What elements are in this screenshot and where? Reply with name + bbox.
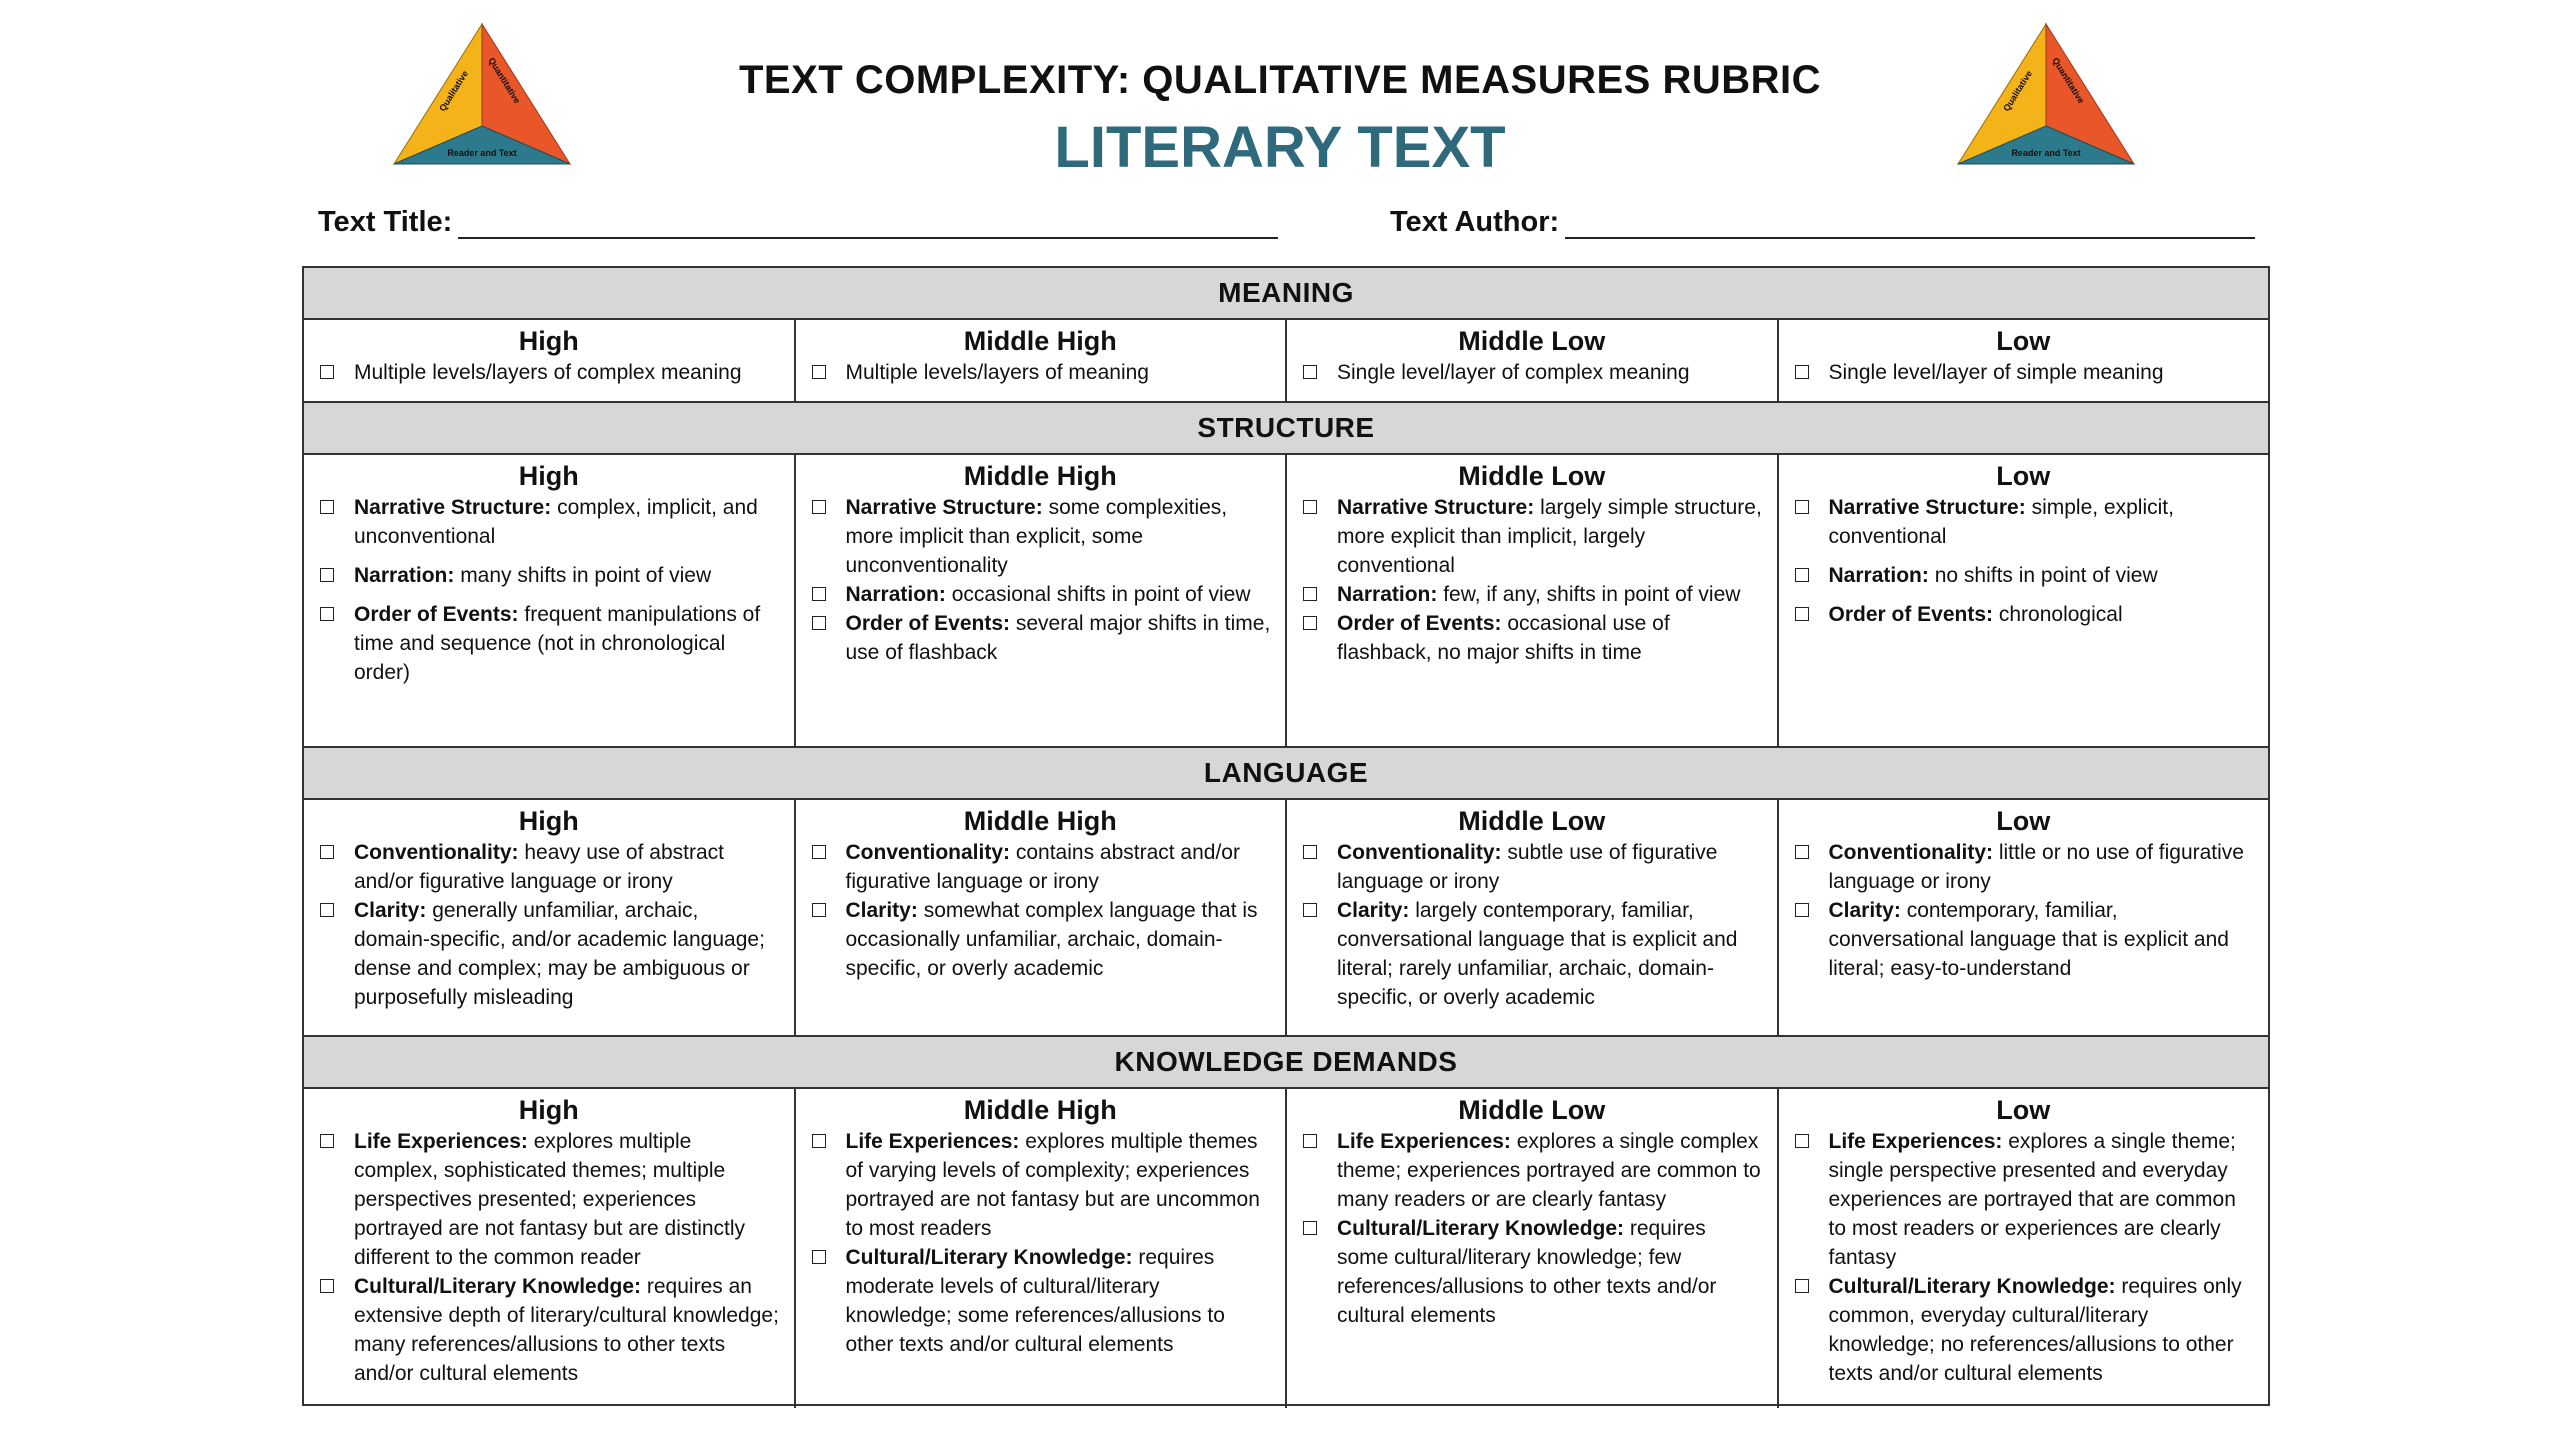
text-author-label: Text Author: [1390, 206, 1560, 238]
text-author-field [1390, 206, 2255, 239]
criteria-text [354, 561, 780, 590]
criteria-item [810, 896, 1272, 983]
checkbox[interactable] [1795, 1134, 1809, 1148]
logo-label-left: Qualitative [2001, 68, 2035, 114]
checkbox[interactable] [320, 1279, 334, 1293]
criteria-item [1301, 609, 1763, 667]
checkbox[interactable] [1795, 500, 1809, 514]
criteria-item [810, 580, 1272, 609]
level-heading: High [518, 1095, 579, 1125]
level-heading: Middle High [963, 1095, 1117, 1125]
checkbox[interactable] [812, 500, 826, 514]
logo-label-bottom: Reader and Text [2011, 148, 2081, 158]
criteria-text [846, 580, 1272, 609]
level-heading: High [518, 806, 579, 836]
rubric-cell-middle-low [1287, 800, 1779, 1035]
criteria-label: Narrative Structure: [1828, 496, 2026, 519]
criteria-text [846, 1127, 1272, 1243]
criteria-text [1337, 1214, 1763, 1330]
criteria-item [1301, 358, 1763, 387]
criteria-description: few, if any, shifts in point of view [1437, 583, 1741, 606]
criteria-label: Life Experiences: [845, 1130, 1020, 1153]
level-heading: Low [1996, 806, 2051, 836]
criteria-description: occasional use of flashback, no major shifts in time [1337, 612, 1670, 664]
criteria-item [318, 600, 780, 687]
rubric-cell-middle-high [796, 800, 1288, 1035]
criteria-description: requires an extensive depth of literary/cultural knowledge; many references/allusions to other texts and/or cultural elements [354, 1275, 779, 1385]
criteria-text [1829, 493, 2255, 551]
rubric-cell-high [304, 455, 796, 746]
criteria-label: Order of Events: [1828, 603, 1994, 626]
criteria-item [1793, 1272, 2255, 1388]
criteria-label: Order of Events: [845, 612, 1011, 635]
criteria-label: Cultural/Literary Knowledge: [845, 1246, 1133, 1269]
criteria-label: Life Experiences: [1337, 1130, 1511, 1153]
criteria-item [810, 1127, 1272, 1243]
criteria-label: Order of Events: [1337, 612, 1502, 635]
logo-label-bottom: Reader and Text [447, 148, 517, 158]
criteria-text [1337, 838, 1763, 896]
checkbox[interactable] [320, 845, 334, 859]
checkbox[interactable] [1795, 845, 1809, 859]
criteria-description: some complexities, more implicit than explicit, some unconventionality [845, 496, 1228, 577]
criteria-description: somewhat complex language that is occasionally unfamiliar, archaic, domain-specific, or overly academic [845, 899, 1258, 980]
page-subtitle: LITERARY TEXT [1054, 115, 1506, 180]
criteria-label: Cultural/Literary Knowledge: [1337, 1217, 1625, 1240]
level-heading: Low [1996, 461, 2051, 491]
section-body [304, 800, 2268, 1037]
criteria-label: Order of Events: [354, 603, 519, 626]
criteria-item [318, 561, 780, 590]
criteria-item [1301, 580, 1763, 609]
criteria-label: Life Experiences: [354, 1130, 528, 1153]
checkbox[interactable] [1795, 607, 1809, 621]
checkbox[interactable] [1303, 587, 1317, 601]
criteria-text [846, 609, 1272, 667]
criteria-label: Conventionality: [354, 841, 519, 864]
level-heading: Middle High [963, 461, 1117, 491]
section-header: MEANING [304, 268, 2268, 320]
criteria-description: occasional shifts in point of view [945, 583, 1251, 606]
section-header: LANGUAGE [304, 748, 2268, 800]
section-knowledge-demands [304, 1037, 2268, 1408]
section-language [304, 748, 2268, 1037]
criteria-description: explores a single complex theme; experiences portrayed are common to many readers or are clearly fantasy [1337, 1130, 1761, 1211]
checkbox[interactable] [1303, 500, 1317, 514]
criteria-description: largely simple structure, more explicit than implicit, largely conventional [1337, 496, 1762, 577]
criteria-label: Clarity: [845, 899, 918, 922]
logo-label-right: Quantitative [2050, 55, 2087, 106]
criteria-description: Multiple levels/layers of meaning [845, 361, 1149, 384]
rubric-cell-middle-low [1287, 455, 1779, 746]
criteria-description: Single level/layer of complex meaning [1337, 361, 1690, 384]
section-body [304, 1089, 2268, 1408]
rubric-cell-high [304, 320, 796, 401]
criteria-description: explores multiple complex, sophisticated themes; multiple perspectives presented; experiences portrayed are not fantasy but are distinctly different to the common reader [354, 1130, 746, 1269]
rubric-cell-low [1779, 800, 2269, 1035]
criteria-text [846, 358, 1272, 387]
criteria-description: subtle use of figurative language or irony [1337, 841, 1718, 893]
criteria-description: no shifts in point of view [1928, 564, 2158, 587]
criteria-item [810, 493, 1272, 580]
criteria-item [810, 1243, 1272, 1359]
criteria-description: chronological [1993, 603, 2123, 626]
criteria-text [354, 1127, 780, 1272]
level-heading: Middle Low [1458, 806, 1606, 836]
criteria-description: complex, implicit, and unconventional [354, 496, 758, 548]
criteria-item [810, 358, 1272, 387]
criteria-item [318, 1272, 780, 1388]
criteria-description: Single level/layer of simple meaning [1828, 361, 2164, 384]
criteria-description: generally unfamiliar, archaic, domain-specific, and/or academic language; dense and complex; may be ambiguous or purposefully misleading [354, 899, 765, 1009]
checkbox[interactable] [812, 1250, 826, 1264]
criteria-description: simple, explicit, conventional [1828, 496, 2174, 548]
criteria-text [354, 358, 780, 387]
criteria-text [846, 838, 1272, 896]
checkbox[interactable] [812, 903, 826, 917]
criteria-text [1337, 896, 1763, 1012]
text-author-blank-line [1565, 207, 2255, 239]
checkbox[interactable] [320, 607, 334, 621]
criteria-item [1301, 838, 1763, 896]
criteria-item [318, 1127, 780, 1272]
criteria-label: Clarity: [354, 899, 427, 922]
criteria-text [1337, 580, 1763, 609]
criteria-description: little or no use of figurative language or irony [1828, 841, 2244, 893]
checkbox[interactable] [320, 500, 334, 514]
level-heading: Middle Low [1458, 326, 1606, 356]
level-heading: High [518, 461, 579, 491]
criteria-label: Narration: [1828, 564, 1929, 587]
criteria-text [354, 600, 780, 687]
logo-label-right: Quantitative [486, 55, 523, 106]
criteria-item [318, 358, 780, 387]
criteria-label: Clarity: [1828, 899, 1901, 922]
criteria-description: requires moderate levels of cultural/literary knowledge; some references/allusions to other texts and/or cultural elements [845, 1246, 1225, 1356]
criteria-text [1337, 1127, 1763, 1214]
criteria-description: requires only common, everyday cultural/literary knowledge; no references/allusions to other texts and/or cultural elements [1828, 1275, 2242, 1385]
criteria-text [354, 838, 780, 896]
criteria-text [846, 896, 1272, 983]
rubric-table [302, 266, 2270, 1406]
criteria-item [318, 493, 780, 551]
criteria-label: Narration: [845, 583, 946, 606]
rubric-cell-middle-low [1287, 1089, 1779, 1408]
criteria-label: Narrative Structure: [1337, 496, 1535, 519]
criteria-description: frequent manipulations of time and sequence (not in chronological order) [354, 603, 761, 684]
checkbox[interactable] [1795, 365, 1809, 379]
rubric-cell-low [1779, 1089, 2269, 1408]
checkbox[interactable] [812, 616, 826, 630]
rubric-cell-low [1779, 320, 2269, 401]
criteria-text [1337, 358, 1763, 387]
criteria-text [1337, 609, 1763, 667]
criteria-description: contemporary, familiar, conversational language that is explicit and literal; easy-to-understand [1828, 899, 2229, 980]
section-body [304, 455, 2268, 748]
criteria-text [1829, 1272, 2255, 1388]
rubric-cell-middle-low [1287, 320, 1779, 401]
criteria-label: Clarity: [1337, 899, 1410, 922]
checkbox[interactable] [1303, 903, 1317, 917]
rubric-cell-middle-high [796, 455, 1288, 746]
criteria-text [354, 896, 780, 1012]
criteria-item [318, 896, 780, 1012]
level-heading: Low [1996, 1095, 2051, 1125]
criteria-description: explores a single theme; single perspective presented and everyday experiences are portrayed that are common to most readers or experiences are clearly fantasy [1828, 1130, 2236, 1269]
criteria-description: several major shifts in time, use of flashback [845, 612, 1271, 664]
criteria-label: Narrative Structure: [354, 496, 552, 519]
checkbox[interactable] [812, 1134, 826, 1148]
checkbox[interactable] [1795, 903, 1809, 917]
checkbox[interactable] [320, 903, 334, 917]
criteria-text [354, 1272, 780, 1388]
criteria-item [1301, 896, 1763, 1012]
criteria-item [1793, 561, 2255, 590]
section-meaning [304, 268, 2268, 403]
criteria-text [1829, 1127, 2255, 1272]
criteria-text [1337, 493, 1763, 580]
criteria-text [1829, 561, 2255, 590]
criteria-item [1793, 493, 2255, 551]
criteria-text [846, 1243, 1272, 1359]
rubric-cell-low [1779, 455, 2269, 746]
checkbox[interactable] [1795, 1279, 1809, 1293]
checkbox[interactable] [812, 587, 826, 601]
criteria-description: contains abstract and/or figurative language or irony [845, 841, 1240, 893]
criteria-text [354, 493, 780, 551]
level-heading: Middle High [963, 806, 1117, 836]
checkbox[interactable] [320, 1134, 334, 1148]
criteria-item [1793, 896, 2255, 983]
rubric-cell-high [304, 800, 796, 1035]
criteria-label: Conventionality: [1828, 841, 1994, 864]
level-heading: High [518, 326, 579, 356]
section-header: KNOWLEDGE DEMANDS [304, 1037, 2268, 1089]
criteria-description: largely contemporary, familiar, conversational language that is explicit and literal; rarely unfamiliar, archaic, domain-specific, or overly academic [1337, 899, 1738, 1009]
checkbox[interactable] [1303, 365, 1317, 379]
rubric-cell-middle-high [796, 1089, 1288, 1408]
rubric-cell-high [304, 1089, 796, 1408]
criteria-label: Narration: [354, 564, 455, 587]
criteria-item [1793, 600, 2255, 629]
criteria-label: Conventionality: [1337, 841, 1502, 864]
criteria-label: Conventionality: [845, 841, 1011, 864]
criteria-item [810, 609, 1272, 667]
checkbox[interactable] [1303, 1221, 1317, 1235]
criteria-text [1829, 600, 2255, 629]
criteria-description: heavy use of abstract and/or figurative language or irony [354, 841, 724, 893]
criteria-item [1793, 838, 2255, 896]
criteria-text [1829, 358, 2255, 387]
criteria-label: Life Experiences: [1828, 1130, 2003, 1153]
level-heading: Middle Low [1458, 461, 1606, 491]
criteria-label: Narrative Structure: [845, 496, 1043, 519]
criteria-description: many shifts in point of view [454, 564, 712, 587]
rubric-cell-middle-high [796, 320, 1288, 401]
criteria-item [1301, 1127, 1763, 1214]
criteria-description: requires some cultural/literary knowledge; few references/allusions to other texts and/or cultural elements [1337, 1217, 1717, 1327]
criteria-label: Narration: [1337, 583, 1438, 606]
criteria-item [1793, 1127, 2255, 1272]
level-heading: Middle High [963, 326, 1117, 356]
section-body [304, 320, 2268, 403]
text-title-field [318, 206, 1278, 239]
checkbox[interactable] [1303, 845, 1317, 859]
criteria-label: Cultural/Literary Knowledge: [1828, 1275, 2116, 1298]
level-heading: Low [1996, 326, 2051, 356]
section-header: STRUCTURE [304, 403, 2268, 455]
page-title: TEXT COMPLEXITY: QUALITATIVE MEASURES RUBRIC [738, 58, 1822, 102]
criteria-text [846, 493, 1272, 580]
level-heading: Middle Low [1458, 1095, 1606, 1125]
criteria-item [1793, 358, 2255, 387]
checkbox[interactable] [812, 365, 826, 379]
text-title-blank-line [458, 207, 1278, 239]
criteria-item [1301, 1214, 1763, 1330]
criteria-description: Multiple levels/layers of complex meaning [354, 361, 742, 384]
criteria-description: explores multiple themes of varying levels of complexity; experiences portrayed are not fantasy but are uncommon to most readers [845, 1130, 1260, 1240]
section-structure [304, 403, 2268, 748]
checkbox[interactable] [1303, 1134, 1317, 1148]
checkbox[interactable] [812, 845, 826, 859]
criteria-item [810, 838, 1272, 896]
criteria-label: Cultural/Literary Knowledge: [354, 1275, 642, 1298]
criteria-item [318, 838, 780, 896]
checkbox[interactable] [320, 568, 334, 582]
checkbox[interactable] [1303, 616, 1317, 630]
checkbox[interactable] [1795, 568, 1809, 582]
checkbox[interactable] [320, 365, 334, 379]
logo-label-left: Qualitative [437, 68, 471, 114]
criteria-text [1829, 838, 2255, 896]
criteria-text [1829, 896, 2255, 983]
text-title-label: Text Title: [318, 206, 453, 238]
criteria-item [1301, 493, 1763, 580]
